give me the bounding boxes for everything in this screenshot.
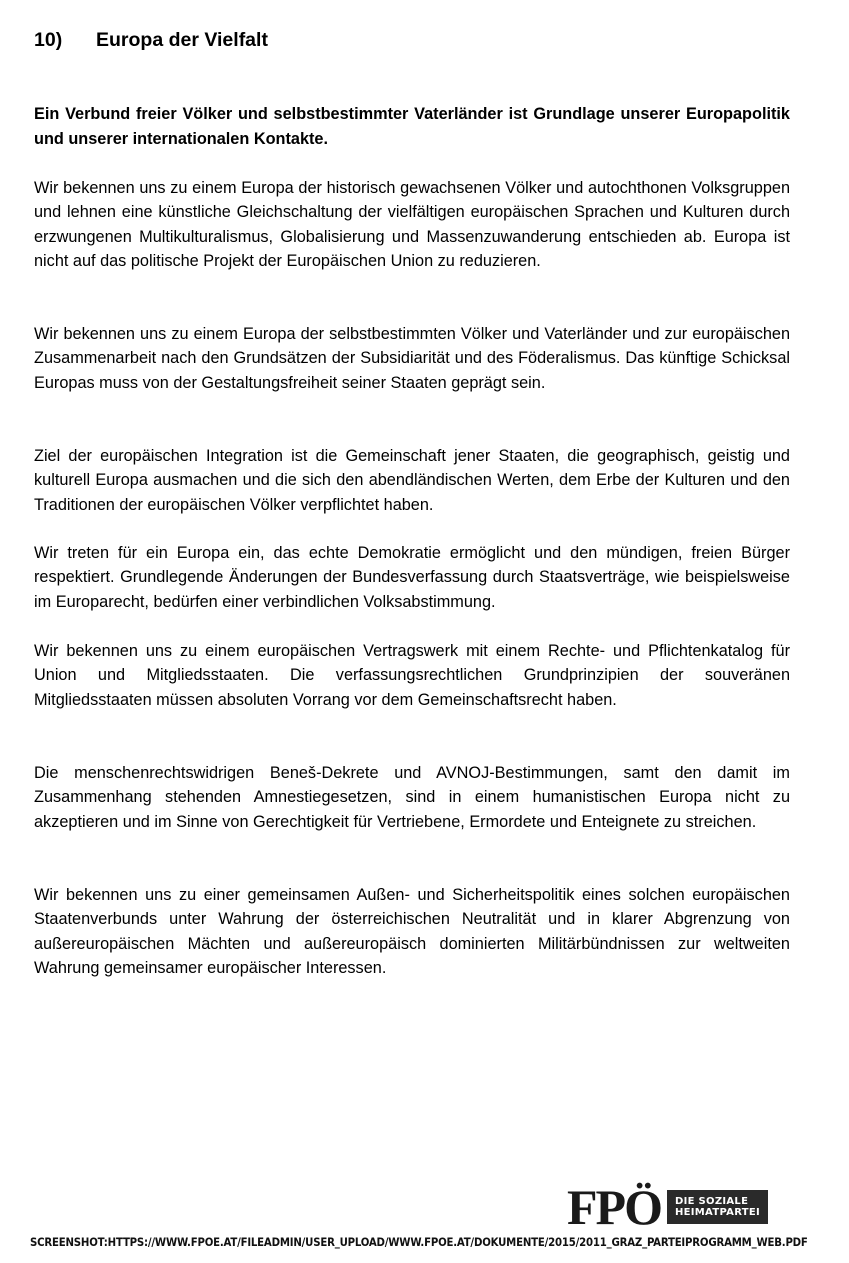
logo-tagline	[667, 1190, 768, 1224]
body-paragraph-2: Wir bekennen uns zu einem Europa der selbstbestimmten Völker und Vaterländer und zur europäischen Zusammenarbeit nach den Grundsätzen der Subsidiarität und des Föderalismus. Das künftige Schicksal Europas muss von der Gestaltungsfreiheit seiner Staaten geprägt sein.	[34, 325, 790, 392]
logo-tagline-line-1: DIE SOZIALE	[674, 1196, 749, 1207]
source-caption: SCREENSHOT:HTTPS://WWW.FPOE.AT/FILEADMIN/USER_UPLOAD/WWW.FPOE.AT/DOKUMENTE/2015/2011_GRAZ_PARTEIPROGRAMM_WEB.PDF	[30, 1236, 808, 1249]
section-number: 10)	[34, 29, 63, 51]
logo-tagline-line-2: HEIMATPARTEI	[674, 1207, 761, 1218]
body-paragraph-4: Wir treten für ein Europa ein, das echte Demokratie ermöglicht und den mündigen, freien Bürger respektiert. Grundlegende Änderungen der Bundesverfassung durch Staatsverträge, wie beispielsweise im Europarecht, bedürfen einer verbindlichen Volksabstimmung.	[34, 544, 790, 611]
body-paragraph-7: Wir bekennen uns zu einer gemeinsamen Außen- und Sicherheitspolitik eines solchen europäischen Staatenverbunds unter Wahrung der österreichischen Neutralität und in klarer Abgrenzung von außereuropäischen Mächten und außereuropäisch dominierten Militärbündnissen zur weltweiten Wahrung gemeinsamer europäischer Interessen.	[34, 886, 790, 978]
section-heading	[34, 26, 790, 54]
lead-paragraph: Ein Verbund freier Völker und selbstbestimmter Vaterländer ist Grundlage unserer Europapolitik und unserer internationalen Kontakte.	[34, 105, 790, 148]
document-page	[34, 26, 790, 978]
section-title: Europa der Vielfalt	[96, 29, 268, 51]
body-paragraph-3: Ziel der europäischen Integration ist die Gemeinschaft jener Staaten, die geographisch, geistig und kulturell Europa ausmachen und die sich den abendländischen Werten, dem Erbe der Kulturen und den Traditionen der europäischen Völker verpflichtet haben.	[34, 447, 790, 514]
party-logo	[567, 1179, 768, 1235]
body-paragraph-5: Wir bekennen uns zu einem europäischen Vertragswerk mit einem Rechte- und Pflichtenkatalog für Union und Mitgliedsstaaten. Die verfassungsrechtlichen Grundprinzipien der souveränen Mitgliedsstaaten müssen absoluten Vorrang vor dem Gemeinschaftsrecht haben.	[34, 642, 790, 709]
body-paragraph-1: Wir bekennen uns zu einem Europa der historisch gewachsenen Völker und autochthonen Volksgruppen und lehnen eine künstliche Gleichschaltung der vielfältigen europäischen Sprachen und Kulturen durch erzwungenen Multikulturalismus, Globalisierung und Massenzuwanderung entschieden ab. Europa ist nicht auf das politische Projekt der Europäischen Union zu reduzieren.	[34, 179, 790, 271]
logo-wordmark: FPÖ	[567, 1179, 661, 1235]
body-paragraph-6: Die menschenrechtswidrigen Beneš-Dekrete und AVNOJ-Bestimmungen, samt den damit im Zusammenhang stehenden Amnestiegesetzen, sind in einem humanistischen Europa nicht zu akzeptieren und im Sinne von Gerechtigkeit für Vertriebene, Ermordete und Enteignete zu streichen.	[34, 764, 790, 831]
